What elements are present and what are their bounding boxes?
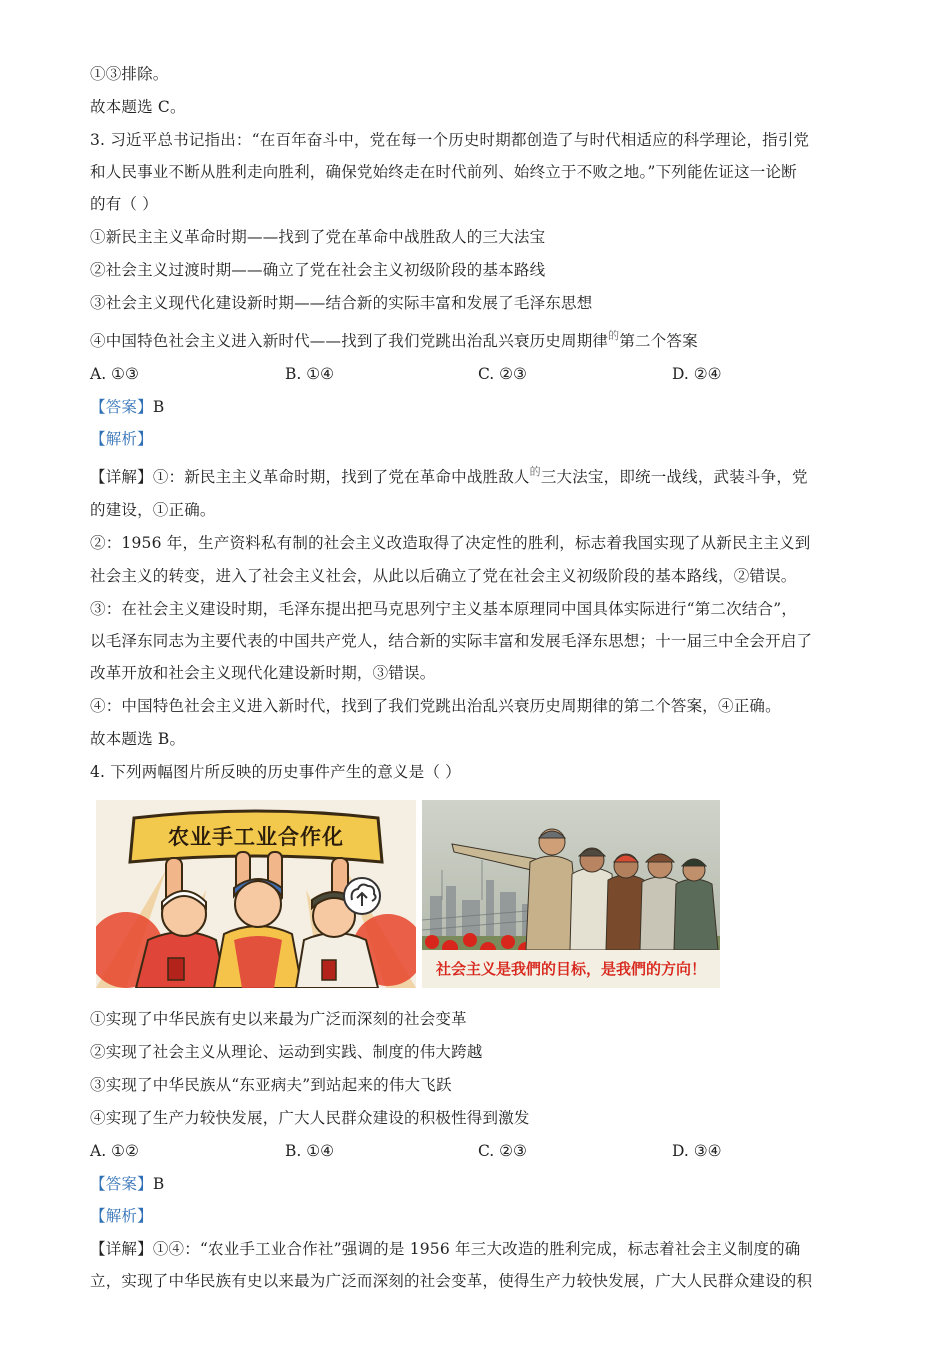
detail-text: ①：新民主主义革命时期，找到了党在革命中战胜敌人 bbox=[152, 468, 530, 486]
question-4-item: ③实现了中华民族从“东亚病夫”到站起来的伟大飞跃 bbox=[90, 1076, 452, 1094]
question-4-options bbox=[90, 1140, 870, 1162]
answer-tag: 【答案】 bbox=[90, 398, 153, 416]
detail-line: 改革开放和社会主义现代化建设新时期，③错误。 bbox=[90, 664, 436, 682]
detail-line: 以毛泽东同志为主要代表的中国共产党人，结合新的实际丰富和发展毛泽东思想；十一届三中全会开启了 bbox=[90, 632, 813, 650]
superscript-char: 的 bbox=[529, 465, 541, 478]
answer-line bbox=[90, 396, 870, 418]
detail-tag: 【详解】 bbox=[90, 468, 153, 486]
option-b: B. ①④ bbox=[285, 365, 335, 383]
poster-caption: 社会主义是我們的目标，是我們的方向！ bbox=[435, 960, 706, 978]
answer-value: B bbox=[152, 398, 165, 416]
socialism-poster-image bbox=[422, 800, 720, 988]
question-3-item: ②社会主义过渡时期——确立了党在社会主义初级阶段的基本路线 bbox=[90, 261, 546, 279]
cooperative-poster-image bbox=[96, 800, 416, 988]
text-line: ①③排除。 bbox=[90, 65, 169, 83]
superscript-char: 的 bbox=[608, 329, 620, 342]
question-4-item: ②实现了社会主义从理论、运动到实践、制度的伟大跨越 bbox=[90, 1043, 483, 1061]
answer-line bbox=[90, 1173, 870, 1195]
detail-line: ②：1956 年，生产资料私有制的社会主义改造取得了决定性的胜利，标志着我国实现了从新民主主义到 bbox=[90, 534, 811, 552]
detail-line: ③：在社会主义建设时期，毛泽东提出把马克思列宁主义基本原理同中国具体实际进行“第二次结合”， bbox=[90, 600, 798, 618]
analysis-label: 【解析】 bbox=[90, 430, 153, 448]
option-c: C. ②③ bbox=[478, 365, 527, 383]
question-3-item: ③社会主义现代化建设新时期——结合新的实际丰富和发展了毛泽东思想 bbox=[90, 294, 593, 312]
question-3-stem: 3. 习近平总书记指出：“在百年奋斗中，党在每一个历史时期都创造了与时代相适应的科学理论，指引党 bbox=[90, 131, 810, 149]
question-4-stem: 4. 下列两幅图片所反映的历史事件产生的意义是（ ） bbox=[90, 763, 461, 781]
question-3-item bbox=[90, 330, 870, 354]
text-line: 故本题选 C。 bbox=[90, 98, 186, 116]
detail-line: 的建设，①正确。 bbox=[90, 501, 216, 519]
question-3-options bbox=[90, 363, 870, 385]
question-4-item: ④实现了生产力较快发展，广大人民群众建设的积极性得到激发 bbox=[90, 1109, 530, 1127]
option-b: B. ①④ bbox=[285, 1142, 335, 1160]
answer-value: B bbox=[152, 1175, 165, 1193]
option-a: A. ①② bbox=[90, 1142, 139, 1160]
item-text: ④中国特色社会主义进入新时代——找到了我们党跳出治乱兴衰历史周期律 bbox=[90, 332, 609, 350]
banner-text: 农业手工业合作化 bbox=[168, 825, 344, 849]
detail-line: ④：中国特色社会主义进入新时代，找到了我们党跳出治乱兴衰历史周期律的第二个答案，④正确。 bbox=[90, 697, 781, 715]
option-d: D. ②④ bbox=[672, 365, 722, 383]
question-3-stem: 的有（ ） bbox=[90, 195, 158, 213]
analysis-tag bbox=[90, 428, 870, 450]
detail-line: 故本题选 B。 bbox=[90, 730, 186, 748]
option-c: C. ②③ bbox=[478, 1142, 527, 1160]
analysis-tag bbox=[90, 1205, 870, 1227]
option-a: A. ①③ bbox=[90, 365, 139, 383]
question-3-stem: 和人民事业不断从胜利走向胜利，确保党始终走在时代前列、始终立于不败之地。”下列能佐证这一论断 bbox=[90, 163, 797, 181]
option-d: D. ③④ bbox=[672, 1142, 722, 1160]
detail-text: 三大法宝，即统一战线，武装斗争，党 bbox=[540, 468, 808, 486]
upload-cloud-icon[interactable] bbox=[344, 878, 380, 914]
analysis-label: 【解析】 bbox=[90, 1207, 153, 1225]
question-4-item: ①实现了中华民族有史以来最为广泛而深刻的社会变革 bbox=[90, 1010, 467, 1028]
detail-line: 社会主义的转变，进入了社会主义社会，从此以后确立了党在社会主义初级阶段的基本路线，②错误。 bbox=[90, 567, 797, 585]
answer-tag: 【答案】 bbox=[90, 1175, 153, 1193]
detail-line: 立，实现了中华民族有史以来最为广泛而深刻的社会变革，使得生产力较快发展，广大人民群众建设的积 bbox=[90, 1272, 813, 1290]
question-4-images bbox=[96, 800, 720, 988]
detail-text: ①④：“农业手工业合作社”强调的是 1956 年三大改造的胜利完成，标志着社会主义制度的确 bbox=[152, 1240, 801, 1258]
detail-tag: 【详解】 bbox=[90, 1240, 153, 1258]
question-3-item: ①新民主主义革命时期——找到了党在革命中战胜敌人的三大法宝 bbox=[90, 228, 546, 246]
detail-line bbox=[90, 1238, 870, 1260]
item-text: 第二个答案 bbox=[619, 332, 698, 350]
detail-line bbox=[90, 466, 870, 490]
